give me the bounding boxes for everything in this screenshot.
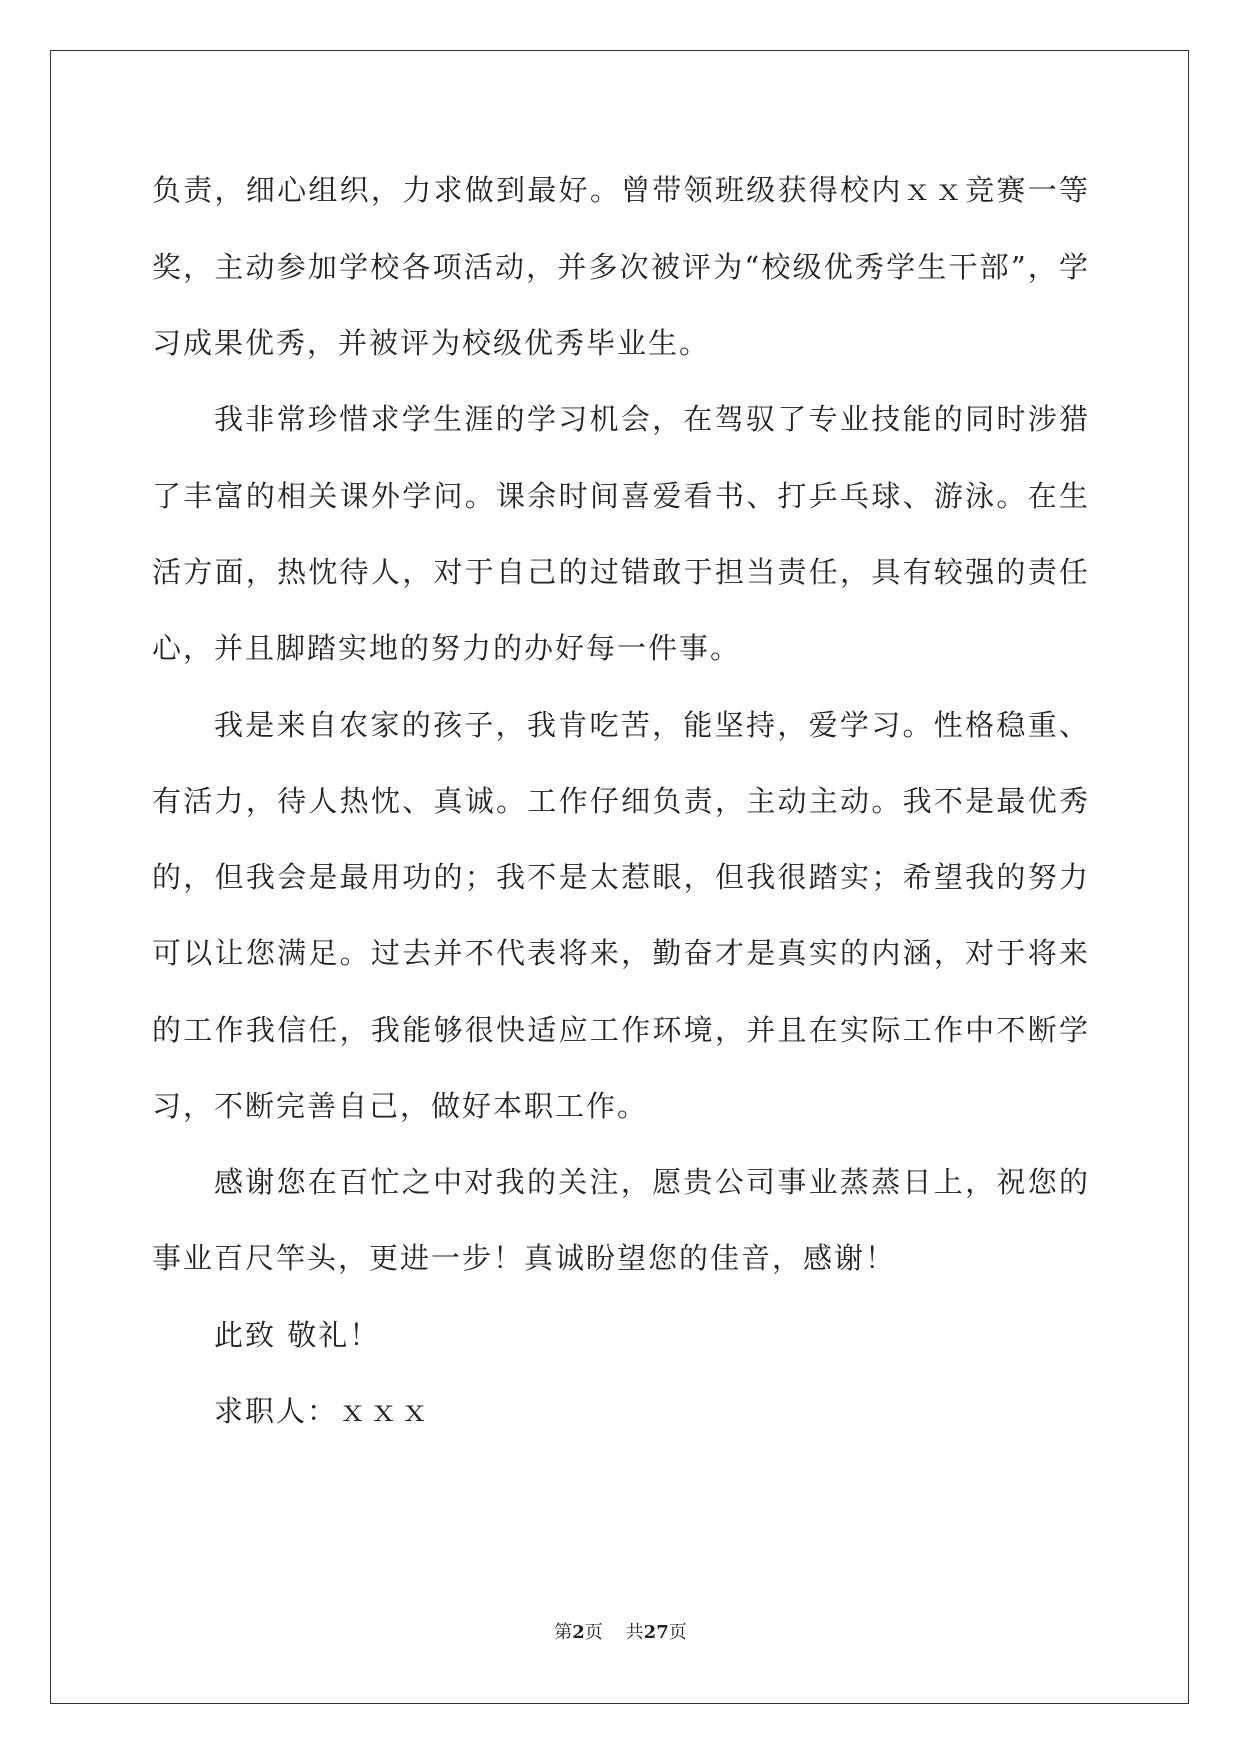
text-line: 活方面，热忱待人，对于自己的过错敢于担当责任，具有较强的责任 <box>152 555 1090 589</box>
text-line: 奖，主动参加学校各项活动，并多次被评为“校级优秀学生干部”，学 <box>152 250 1090 284</box>
text-line: 习，不断完善自己，做好本职工作。 <box>152 1089 649 1123</box>
text-line: 负责，细心组织，力求做到最好。曾带领班级获得校内ｘｘ竞赛一等 <box>152 173 1090 207</box>
text-line: 我是来自农家的孩子，我肯吃苦，能坚持，爱学习。性格稳重、 <box>214 708 1090 742</box>
text-line: 事业百尺竿头，更进一步！真诚盼望您的佳音，感谢！ <box>152 1241 897 1275</box>
total-suffix: 页 <box>668 1622 687 1643</box>
text-line: 我非常珍惜求学生涯的学习机会，在驾驭了专业技能的同时涉猎 <box>214 402 1090 436</box>
text-line: 的工作我信任，我能够很快适应工作环境，并且在实际工作中不断学 <box>152 1013 1090 1047</box>
text-line: 习成果优秀，并被评为校级优秀毕业生。 <box>152 326 711 360</box>
page-suffix: 页 <box>584 1622 603 1643</box>
closing-salutation: 此致 敬礼！ <box>214 1318 381 1352</box>
page-prefix: 第 <box>554 1622 573 1643</box>
text-line: 心，并且脚踏实地的努力的办好每一件事。 <box>152 631 742 665</box>
text-line: 可以让您满足。过去并不代表将来，勤奋才是真实的内涵，对于将来 <box>152 936 1090 970</box>
total-prefix: 共 <box>625 1622 644 1643</box>
text-line: 的，但我会是最用功的；我不是太惹眼，但我很踏实；希望我的努力 <box>152 860 1090 894</box>
current-page-number: 2 <box>572 1622 585 1643</box>
total-pages-number: 27 <box>643 1622 669 1643</box>
text-line: 了丰富的相关课外学问。课余时间喜爱看书、打乒乓球、游泳。在生 <box>152 479 1090 513</box>
signature-line: 求职人：ｘｘｘ <box>214 1394 432 1428</box>
text-line: 感谢您在百忙之中对我的关注，愿贵公司事业蒸蒸日上，祝您的 <box>214 1165 1090 1199</box>
text-line: 有活力，待人热忱、真诚。工作仔细负责，主动主动。我不是最优秀 <box>152 784 1090 818</box>
page-footer <box>0 1621 1241 1645</box>
